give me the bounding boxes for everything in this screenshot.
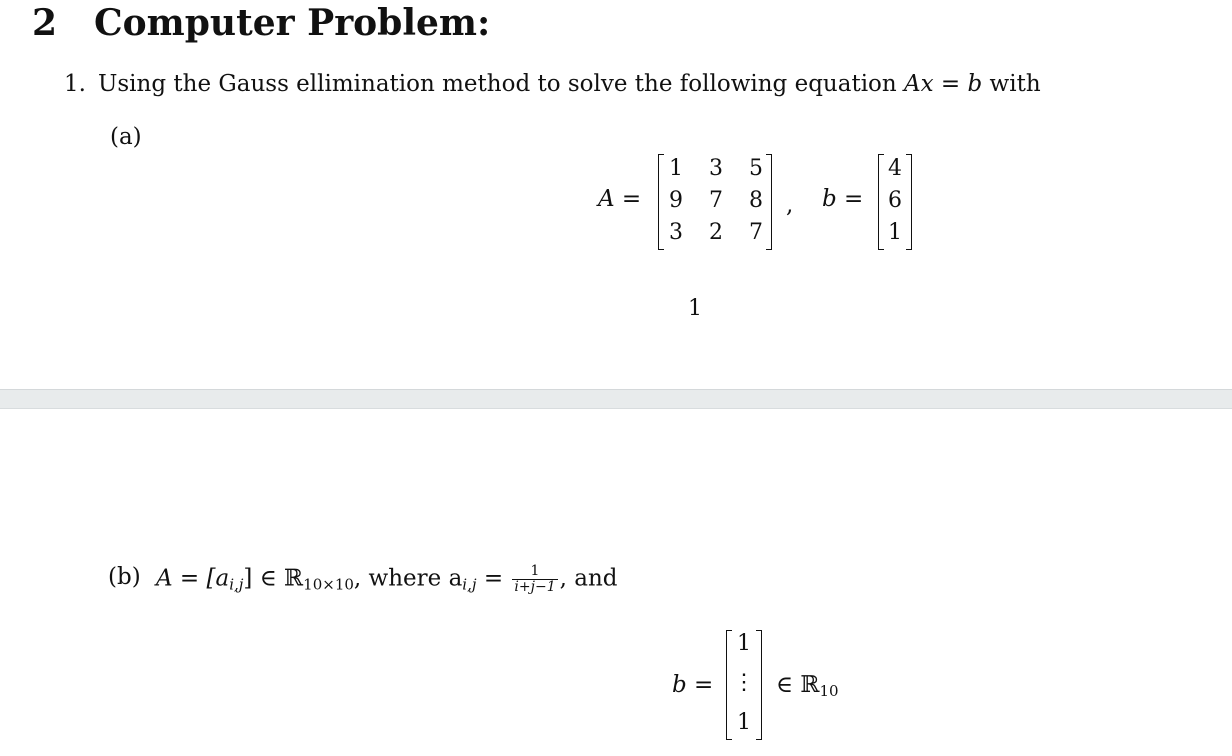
- part-b-eq: =: [476, 565, 511, 592]
- matrix-a-cell: 8: [749, 188, 763, 213]
- part-b-label: (b): [108, 564, 141, 590]
- fraction-denominator: i+j−1: [514, 579, 556, 595]
- vector-b-cell: 4: [888, 156, 902, 181]
- part-b-a-def: A = [a: [156, 565, 230, 592]
- part-b-definition: [156, 564, 617, 595]
- matrix-a-cell: 3: [709, 156, 723, 181]
- part-b-vector-cell: 1: [737, 631, 751, 656]
- part-b-where: , where a: [353, 565, 463, 592]
- item-number: 1.: [64, 71, 86, 97]
- part-b-in-space: ∈ ℝ: [776, 672, 820, 698]
- vector-b-cell: 1: [888, 220, 902, 245]
- matrix-a-cell: 9: [669, 188, 683, 213]
- part-b-space: [776, 672, 839, 700]
- fraction-numerator: 1: [512, 564, 557, 580]
- part-b-vector: [726, 630, 762, 740]
- matrix-a-cell: 7: [749, 220, 763, 245]
- vector-b-cell: 6: [888, 188, 902, 213]
- page-number: 1: [688, 296, 702, 321]
- matrix-a-cell: 5: [749, 156, 763, 181]
- item-text: [98, 71, 1041, 97]
- vector-b-label: b =: [822, 186, 864, 212]
- part-b-vector-label: b =: [672, 672, 714, 698]
- part-b-where-sub: i,j: [462, 575, 477, 594]
- part-b-dim-sub: 10×10: [303, 575, 354, 594]
- part-b-vector-right-bracket: [756, 630, 762, 740]
- part-b-vector-cell: 1: [737, 710, 751, 735]
- matrix-a-cell: 7: [709, 188, 723, 213]
- section-title: Computer Problem:: [94, 2, 491, 44]
- part-b-and: , and: [559, 565, 618, 592]
- matrix-a: [658, 154, 772, 250]
- matrix-comma: ,: [786, 192, 794, 218]
- item-text-suffix: with: [982, 71, 1041, 97]
- part-b-fraction: [512, 564, 557, 595]
- part-b-a-sub: i,j: [229, 575, 244, 594]
- section-number: 2: [32, 2, 58, 44]
- part-b-space-sub: 10: [819, 682, 839, 700]
- part-a-label: (a): [110, 124, 142, 150]
- part-b-vector-vdots: ⋮: [733, 670, 755, 695]
- matrix-a-cell: 3: [669, 220, 683, 245]
- vector-b: [878, 154, 912, 250]
- matrix-a-label: A =: [598, 186, 642, 212]
- page-break-divider: [0, 389, 1232, 409]
- item-equation: Ax = b: [904, 71, 983, 97]
- matrix-a-cell: 1: [669, 156, 683, 181]
- item-text-prefix: Using the Gauss ellimination method to solve the following equation: [98, 71, 905, 97]
- matrix-a-cell: 2: [709, 220, 723, 245]
- part-b-a-def-end: ] ∈ ℝ: [243, 565, 304, 592]
